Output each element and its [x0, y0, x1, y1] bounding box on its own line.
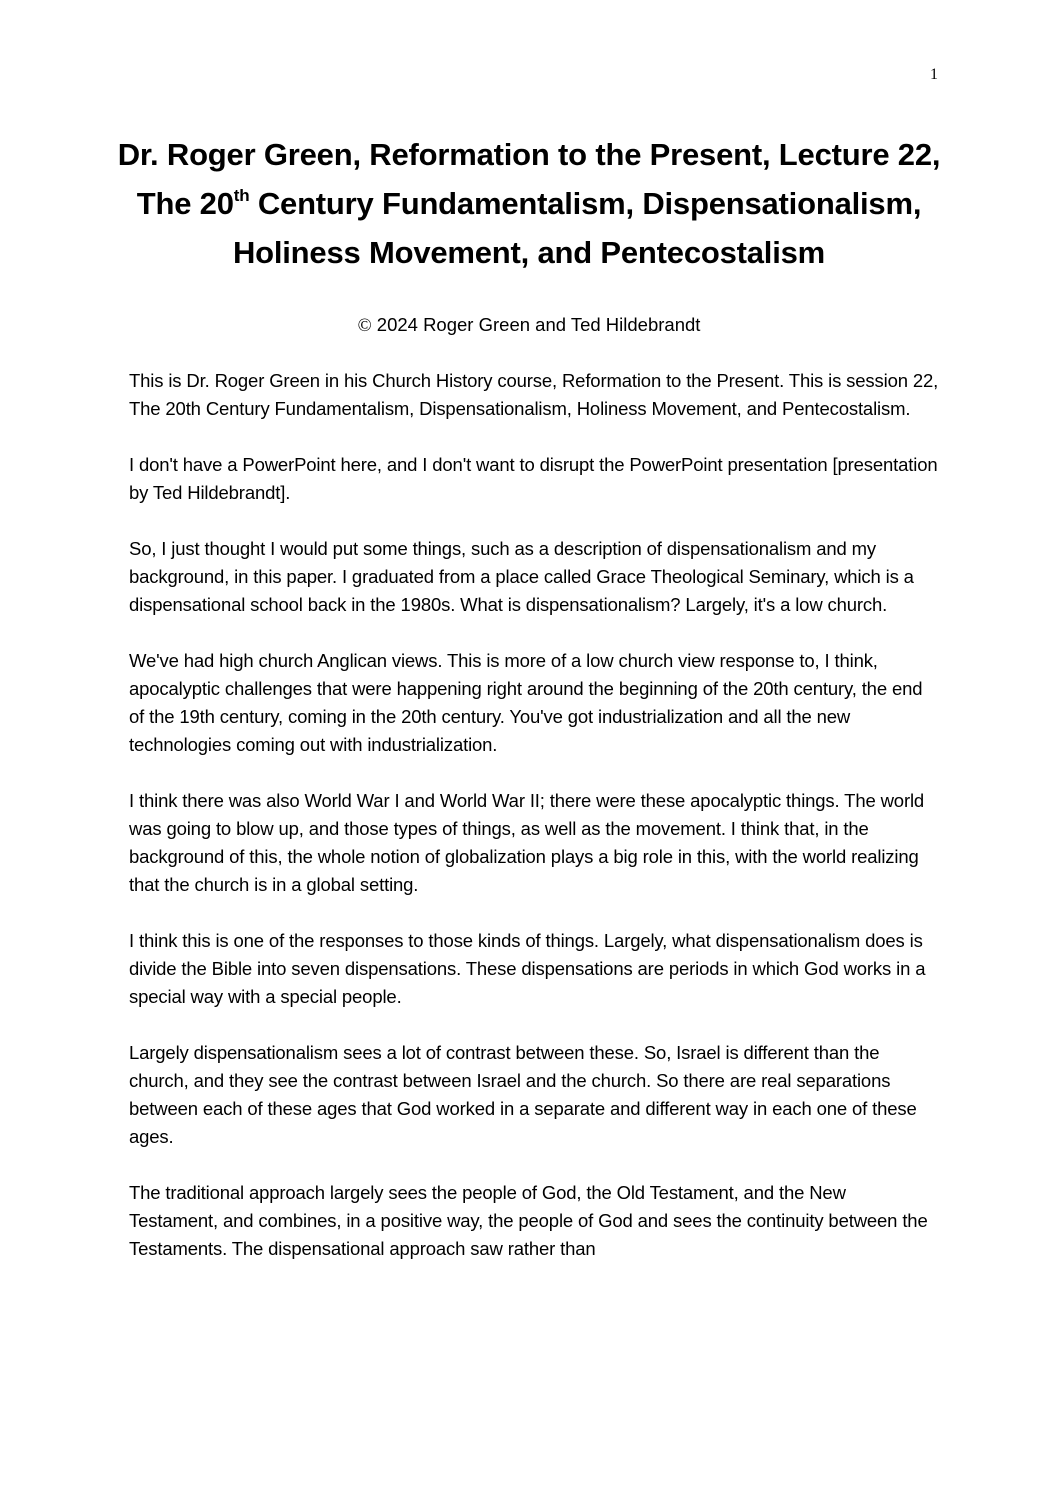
paragraph-8: The traditional approach largely sees the people of God, the Old Testament, and the New Testament, and combines, in a positive way, the people of God and sees the continuity between the Testaments. The dispensational approach saw rather than [129, 1182, 928, 1259]
title-rest: Century Fundamentalism, Dispensationalism, Holiness Movement, and Pentecostalism [232, 186, 922, 270]
page-number: 1 [930, 66, 938, 83]
document-body [129, 367, 939, 1291]
paragraph-1: This is Dr. Roger Green in his Church History course, Reformation to the Present. This is session 22, The 20th Century Fundamentalism, Dispensationalism, Holiness Movement, and Pentecostalism. [129, 370, 939, 419]
title-superscript: th [233, 185, 250, 205]
paragraph-3: So, I just thought I would put some things, such as a description of dispensationalism and my background, in this paper. I graduated from a place called Grace Theological Seminary, which is a dispensational school back in the 1980s. What is dispensationalism? Largely, it's a low church. [129, 538, 914, 615]
paragraph-5: I think there was also World War I and World War II; there were these apocalyptic things. The world was going to blow up, and those types of things, as well as the movement. I think that, in the background of this, the whole notion of globalization plays a big role in this, with the world realizing that the church is in a global setting. [129, 790, 925, 895]
paragraph-7: Largely dispensationalism sees a lot of contrast between these. So, Israel is different than the church, and they see the contrast between Israel and the church. So there are real separations between each of these ages that God worked in a separate and different way in each one of these ages. [129, 1042, 917, 1147]
paragraph-6: I think this is one of the responses to those kinds of things. Largely, what dispensationalism does is divide the Bible into seven dispensations. These dispensations are periods in which God works in a special way with a special people. [129, 930, 926, 1007]
copyright-line [100, 312, 958, 339]
paragraph-2: I don't have a PowerPoint here, and I don't want to disrupt the PowerPoint presentation [presentation by Ted Hildebrandt]. [129, 454, 938, 503]
copyright-symbol: © [357, 316, 372, 336]
document-title [100, 130, 958, 277]
paragraph-4: We've had high church Anglican views. This is more of a low church view response to, I think, apocalyptic challenges that were happening right around the beginning of the 20th century, the end of the 19th century, coming in the 20th century. You've got industrialization and all the new technologies coming out with industrialization. [129, 650, 923, 755]
title-main: Dr. Roger Green, Reformation to the Present, Lecture 22, The 20 [117, 137, 941, 221]
copyright-text: 2024 Roger Green and Ted Hildebrandt [371, 314, 701, 335]
